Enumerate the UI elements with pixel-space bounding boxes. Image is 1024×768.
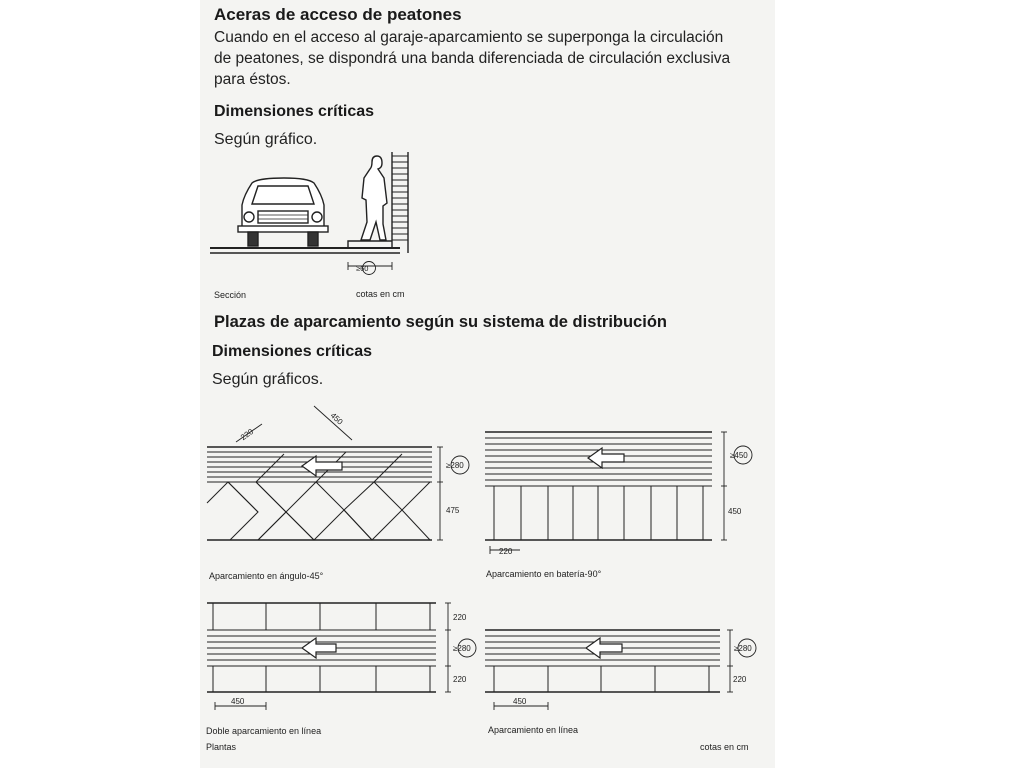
footer-plans: Plantas xyxy=(206,742,237,752)
note-according-graphics: Según gráficos. xyxy=(212,371,324,388)
caption-section: Sección xyxy=(214,290,247,300)
subtitle-critical-dimensions-1: Dimensiones críticas xyxy=(214,103,375,120)
dim-length-double: 450 xyxy=(231,697,245,706)
footer-units: cotas en cm xyxy=(700,742,749,752)
note-according-graphic: Según gráfico. xyxy=(214,131,318,148)
dim-aisle-single: ≥280 xyxy=(734,644,752,653)
dim-aisle-angle: ≥280 xyxy=(446,461,464,470)
dim-depth-battery: 450 xyxy=(728,507,742,516)
caption-units-1: cotas en cm xyxy=(356,289,405,299)
diagram-battery-90 xyxy=(485,432,752,554)
dim-bottom-double: 220 xyxy=(453,675,467,684)
body-line-2: de peatones, se dispondrá una banda diferenciada de circulación exclusiva xyxy=(214,50,731,67)
dim-depth-angle: 475 xyxy=(446,506,460,515)
dim-aisle-double: ≥280 xyxy=(453,644,471,653)
diagram-angle-45 xyxy=(207,406,469,540)
section-title-parking: Plazas de aparcamiento según su sistema de distribución xyxy=(214,313,667,331)
caption-battery-90: Aparcamiento en batería-90° xyxy=(486,569,602,579)
diagram-double-line xyxy=(207,603,476,710)
dim-aisle-battery: ≥450 xyxy=(730,451,748,460)
caption-angle-45: Aparcamiento en ángulo-45° xyxy=(209,571,324,581)
dim-220-angle: 220 xyxy=(238,427,256,443)
body-line-1: Cuando en el acceso al garaje-aparcamiento se superponga la circulación xyxy=(214,29,724,46)
dim-top-double: 220 xyxy=(453,613,467,622)
dim-450-angle: 450 xyxy=(328,410,345,427)
dim-width-battery: 220 xyxy=(499,547,513,556)
dimension-60: ≥60 xyxy=(356,264,369,273)
dim-bottom-single: 220 xyxy=(733,675,747,684)
caption-single-line: Aparcamiento en línea xyxy=(488,725,579,735)
section-title-pedestrian: Aceras de acceso de peatones xyxy=(214,5,462,24)
caption-double-line: Doble aparcamiento en línea xyxy=(206,726,322,736)
dim-length-single: 450 xyxy=(513,697,527,706)
subtitle-critical-dimensions-2: Dimensiones críticas xyxy=(212,343,373,360)
body-line-3: para éstos. xyxy=(214,71,291,88)
